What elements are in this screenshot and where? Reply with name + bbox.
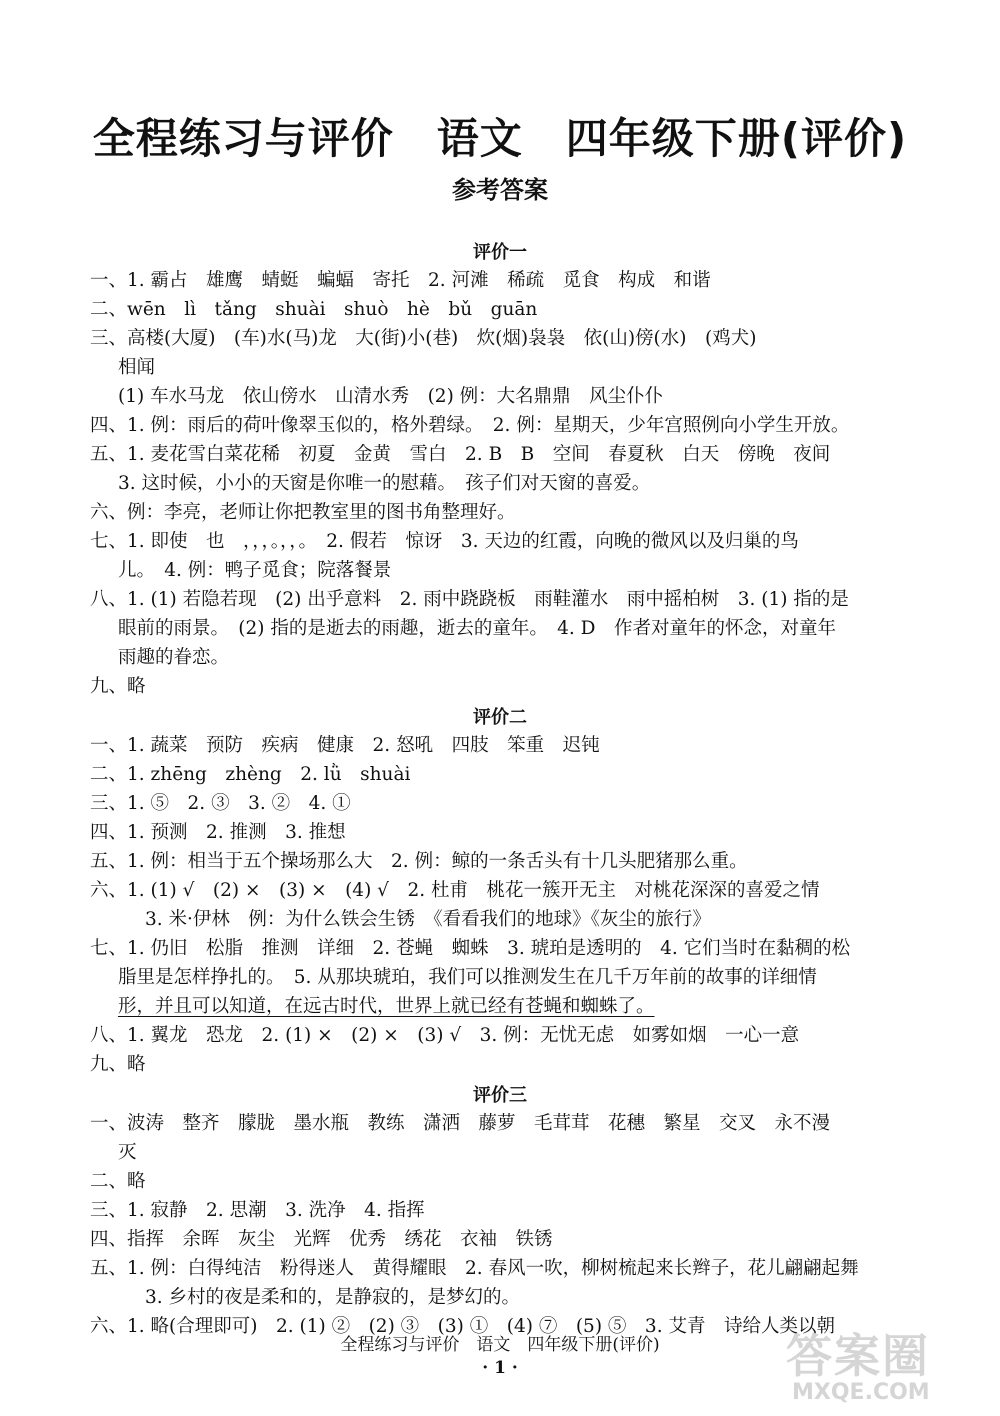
answer-line: 一、波涛 整齐 朦胧 墨水瓶 教练 潇洒 藤萝 毛茸茸 花穗 繁星 交叉 永不漫 bbox=[90, 1113, 831, 1134]
answer-line: 六、1. (1) √ (2) × (3) × (4) √ 2. 杜甫 桃花一簇开无主 对桃花深深的喜爱之情 bbox=[90, 880, 820, 901]
answer-line: 四、指挥 余晖 灰尘 光辉 优秀 绣花 衣袖 铁锈 bbox=[90, 1229, 553, 1250]
answer-line: 雨趣的眷恋。 bbox=[118, 647, 230, 668]
answer-line: 3. 米·伊林 例：为什么铁会生锈 《看看我们的地球》《灰尘的旅行》 bbox=[145, 909, 711, 930]
answer-line: 三、高楼(大厦) (车)水(马)龙 大(街)小(巷) 炊(烟)袅袅 依(山)傍(水) (鸡犬) bbox=[90, 328, 757, 349]
answer-line: 八、1. (1) 若隐若现 (2) 出乎意料 2. 雨中跷跷板 雨鞋灌水 雨中摇柏树 3. (1) 指的是 bbox=[90, 589, 849, 610]
watermark-url: MXQE.COM bbox=[792, 1380, 930, 1405]
section-title-2: 评价二 bbox=[473, 707, 527, 728]
answer-line: 五、1. 例：相当于五个操场那么大 2. 例：鲸的一条舌头有十几头肥猪那么重。 bbox=[90, 851, 748, 872]
page-subtitle: 参考答案 bbox=[452, 176, 548, 204]
answer-line: 相闻 bbox=[118, 357, 156, 378]
answer-line: 二、wēn lì tǎng shuài shuò hè bǔ guān bbox=[90, 299, 538, 320]
answer-line: 三、1. ⑤ 2. ③ 3. ② 4. ① bbox=[90, 793, 351, 814]
answer-line: 三、1. 寂静 2. 思潮 3. 洗净 4. 指挥 bbox=[90, 1200, 425, 1221]
answer-line: 四、1. 预测 2. 推测 3. 推想 bbox=[90, 822, 346, 843]
answer-line: 七、1. 仍旧 松脂 推测 详细 2. 苍蝇 蜘蛛 3. 琥珀是透明的 4. 它们当时在黏稠的松 bbox=[90, 938, 851, 959]
watermark-logo-text: 答案圈 bbox=[786, 1329, 930, 1383]
answer-line: 四、1. 例：雨后的荷叶像翠玉似的，格外碧绿。 2. 例：星期天，少年宫照例向小学生开放。 bbox=[90, 415, 850, 436]
answer-line: (1) 车水马龙 依山傍水 山清水秀 (2) 例：大名鼎鼎 风尘仆仆 bbox=[118, 386, 664, 407]
answer-line: 3. 这时候，小小的天窗是你唯一的慰藉。 孩子们对天窗的喜爱。 bbox=[118, 473, 651, 494]
answer-line: 3. 乡村的夜是柔和的，是静寂的，是梦幻的。 bbox=[145, 1287, 521, 1308]
answer-line: 二、略 bbox=[90, 1171, 146, 1192]
answer-line: 九、略 bbox=[90, 1054, 146, 1075]
answer-line: 眼前的雨景。 (2) 指的是逝去的雨趣，逝去的童年。 4. D 作者对童年的怀念，对童年 bbox=[118, 618, 836, 639]
answer-line: 七、1. 即使 也 ，，，。，，。 2. 假若 惊讶 3. 天边的红霞，向晚的微风以及归巢的鸟 bbox=[90, 531, 799, 552]
answer-line: 灭 bbox=[118, 1142, 137, 1163]
answer-line: 脂里是怎样挣扎的。 5. 从那块琥珀，我们可以推测发生在几千万年前的故事的详细情 bbox=[118, 967, 817, 988]
answer-line: 二、1. zhēng zhèng 2. lǜ shuài bbox=[90, 764, 411, 785]
answer-line-underlined: 形，并且可以知道，在远古时代，世界上就已经有苍蝇和蜘蛛了。 bbox=[118, 996, 655, 1017]
section-title-1: 评价一 bbox=[473, 242, 527, 263]
answer-line: 八、1. 翼龙 恐龙 2. (1) × (2) × (3) √ 3. 例：无忧无虑 如雾如烟 一心一意 bbox=[90, 1025, 800, 1046]
answer-line: 六、例：李亮，老师让你把教室里的图书角整理好。 bbox=[90, 502, 516, 523]
answer-line: 五、1. 例：白得纯洁 粉得迷人 黄得耀眼 2. 春风一吹，柳树梳起来长辫子，花儿翩翩起舞 bbox=[90, 1258, 859, 1279]
page-number: · 1 · bbox=[482, 1358, 518, 1378]
watermark-logo bbox=[778, 1318, 978, 1410]
answer-line: 六、1. 略(合理即可) 2. (1) ② (2) ③ (3) ① (4) ⑦ (5) ⑤ 3. 艾青 诗给人类以朝 bbox=[90, 1316, 835, 1337]
answer-content bbox=[0, 236, 1000, 1341]
section-title-3: 评价三 bbox=[473, 1085, 527, 1106]
answer-line: 九、略 bbox=[90, 676, 146, 697]
answer-line: 一、1. 霸占 雄鹰 蜻蜓 蝙蝠 寄托 2. 河滩 稀疏 觅食 构成 和谐 bbox=[90, 270, 711, 291]
answer-line: 儿。 4. 例：鸭子觅食；院落餐景 bbox=[118, 560, 392, 581]
answer-line: 五、1. 麦花雪白菜花稀 初夏 金黄 雪白 2. B B 空间 春夏秋 白天 傍晚 夜间 bbox=[90, 444, 831, 465]
page-title: 全程练习与评价 语文 四年级下册(评价) bbox=[92, 114, 908, 163]
answer-line: 一、1. 蔬菜 预防 疾病 健康 2. 怒吼 四肢 笨重 迟钝 bbox=[90, 735, 600, 756]
footer-book-title: 全程练习与评价 语文 四年级下册(评价) bbox=[340, 1335, 660, 1355]
